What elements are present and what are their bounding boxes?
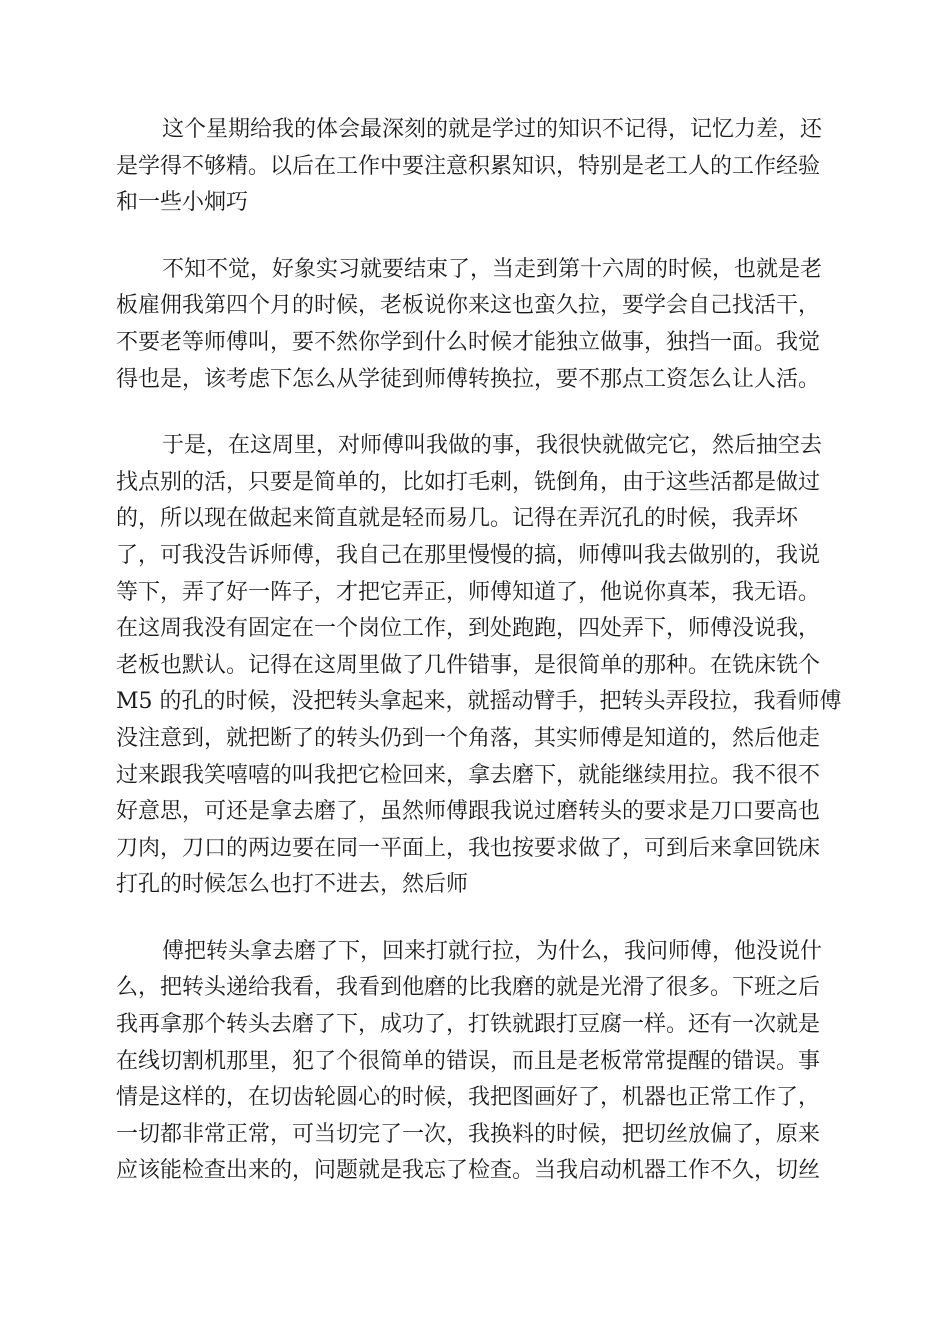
text-line: 打孔的时候怎么也打不进去，然后师 (116, 872, 469, 898)
text-line: 的，所以现在做起来简直就是轻而易几。记得在弄沉孔的时候，我弄坏 (116, 506, 799, 532)
paragraph-2 (116, 252, 838, 398)
document-body (116, 112, 842, 1220)
paragraph-3 (116, 428, 842, 904)
text-line: 于是，在这周里，对师傅叫我做的事，我很快就做完它，然后抽空去 (162, 433, 823, 459)
text-line: 应该能检查出来的，问题就是我忘了检查。当我启动机器工作不久，切丝 (116, 1158, 821, 1184)
text-line: 不要老等师傅叫，要不然你学到什么时候才能独立做事，独挡一面。我觉 (116, 329, 821, 355)
text-line: 了，可我没告诉师傅，我自己在那里慢慢的搞，师傅叫我去做别的，我说 (116, 542, 821, 568)
text-line: 和一些小炯巧 (116, 190, 249, 216)
text-line: 在这周我没有固定在一个岗位工作，到处跑跑，四处弄下，师傅没说我， (116, 616, 821, 642)
text-line: 这个星期给我的体会最深刻的就是学过的知识不记得，记忆力差，还 (162, 117, 823, 142)
paragraph-1 (116, 112, 838, 222)
text-line: 一切都非常正常，可当切完了一次，我换料的时候，把切丝放偏了，原来 (116, 1121, 821, 1147)
text-line: 等下，弄了好一阵子，才把它弄正，师傅知道了，他说你真苯，我无语。 (116, 579, 821, 605)
text-line: 板雇佣我第四个月的时候，老板说你来这也蛮久拉，要学会自己找活干， (116, 293, 821, 319)
text-line: 在线切割机那里，犯了个很简单的错误，而且是老板常常提醒的错误。事 (116, 1048, 821, 1074)
text-line: 得也是，该考虑下怎么从学徒到师傅转换拉，要不那点工资怎么让人活。 (116, 366, 821, 392)
text-line: 过来跟我笑嘻嘻的叫我把它检回来，拿去磨下，就能继续用拉。我不很不 (116, 762, 821, 788)
text-line: M5 的孔的时候，没把转头拿起来，就摇动臂手，把转头弄段拉，我看师傅 (116, 689, 842, 715)
text-line: 好意思，可还是拿去磨了，虽然师傅跟我说过磨转头的要求是刀口要高也 (116, 799, 821, 825)
text-line: 傅把转头拿去磨了下，回来打就行拉，为什么，我问师傅，他没说什 (162, 938, 823, 964)
text-line: 情是这样的，在切齿轮圆心的时候，我把图画好了，机器也正常工作了， (116, 1085, 821, 1111)
text-line: 是学得不够精。以后在工作中要注意积累知识，特别是老工人的工作经验 (116, 153, 821, 179)
text-line: 找点别的活，只要是简单的，比如打毛刺，铣倒角，由于这些活都是做过 (116, 469, 821, 495)
text-line: 刀肉，刀口的两边要在同一平面上，我也按要求做了，可到后来拿回铣床 (116, 835, 821, 861)
paragraph-4 (116, 934, 838, 1190)
text-line: 么，把转头递给我看，我看到他磨的比我磨的就是光滑了很多。下班之后 (116, 975, 821, 1001)
text-line: 不知不觉，好象实习就要结束了，当走到第十六周的时候，也就是老 (162, 256, 823, 282)
text-line: 老板也默认。记得在这周里做了几件错事，是很简单的那种。在铣床铣个 (116, 652, 821, 678)
text-line: 我再拿那个转头去磨了下，成功了，打铁就跟打豆腐一样。还有一次就是 (116, 1012, 821, 1038)
text-line: 没注意到，就把断了的转头仍到一个角落，其实师傅是知道的，然后他走 (116, 725, 821, 751)
